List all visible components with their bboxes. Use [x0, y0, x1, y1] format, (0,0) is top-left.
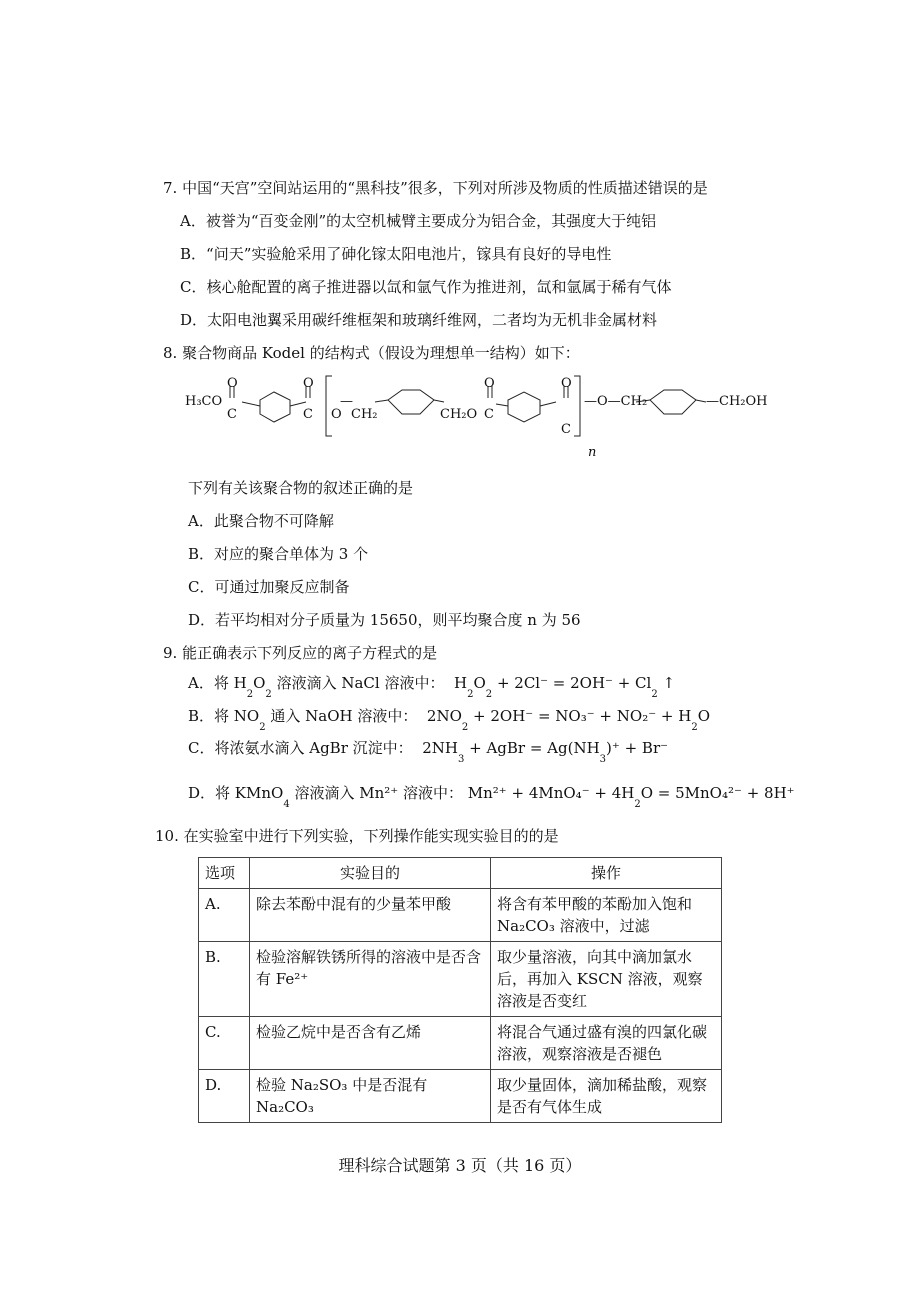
q9-d-prefix: D．将 KMnO: [188, 784, 284, 802]
q10-stem: 10. 在实验室中进行下列实验，下列操作能实现实验目的的是: [155, 827, 559, 845]
cyclohexane-ring-1: [388, 390, 434, 414]
struct-o-ch2: —O—CH₂: [584, 394, 648, 409]
q9-option-c: [188, 738, 669, 765]
q9-b-sub-2a: 2: [259, 722, 266, 733]
q8-option-d: D．若平均相对分子质量为 15650，则平均聚合度 n 为 56: [188, 611, 581, 629]
q9-c-eq2: + AgBr = Ag(NH: [469, 739, 600, 757]
q9-a-mid: 溶液滴入 NaCl 溶液中：: [276, 674, 445, 692]
q9-option-d: [188, 783, 795, 810]
cyclohexane-ring-2: [650, 390, 696, 414]
q8-option-a: A．此聚合物不可降解: [188, 512, 334, 530]
row-d-operation: 取少量固体，滴加稀盐酸，观察是否有气体生成: [491, 1070, 722, 1123]
header-option: 选项: [199, 858, 250, 889]
struct-ch2o: CH₂O: [440, 407, 478, 422]
q9-c-prefix: C．将浓氨水滴入 AgBr 沉淀中：: [188, 739, 413, 757]
table-header-row: [199, 858, 722, 889]
row-d-goal: 检验 Na₂SO₃ 中是否混有 Na₂CO₃: [250, 1070, 491, 1123]
row-a-option: A.: [199, 889, 250, 942]
row-b-goal: 检验溶解铁锈所得的溶液中是否含有 Fe²⁺: [250, 942, 491, 1017]
row-b-operation: 取少量溶液，向其中滴加氯水后，再加入 KSCN 溶液，观察溶液是否变红: [491, 942, 722, 1017]
struct-c-1: C: [227, 407, 237, 422]
q9-option-b: [188, 706, 710, 733]
header-goal: 实验目的: [250, 858, 491, 889]
q9-b-sub-2b: 2: [461, 722, 469, 733]
q9-b-sub-2c: 2: [691, 722, 698, 733]
q9-option-a: [188, 673, 676, 700]
q9-a-sub-2a: 2: [246, 689, 254, 700]
struct-h3co: H₃CO: [185, 394, 223, 409]
q9-d-sub-4: 4: [283, 799, 290, 810]
q8-stem: 8. 聚合物商品 Kodel 的结构式（假设为理想单一结构）如下：: [163, 344, 580, 362]
row-a-operation: 将含有苯甲酸的苯酚加入饱和 Na₂CO₃ 溶液中，过滤: [491, 889, 722, 942]
q9-b-eq1: 2NO: [426, 707, 462, 725]
q9-d-sub-2: 2: [634, 799, 641, 810]
q9-c-eq1: 2NH: [422, 739, 458, 757]
q9-c-sub-3b: 3: [599, 754, 607, 765]
table-row: [199, 1017, 722, 1070]
experiment-table: [198, 857, 722, 1123]
repeat-unit-left-bracket: [326, 376, 332, 436]
q7-option-a: A．被誉为“百变金刚”的太空机械臂主要成分为铝合金，其强度大于纯铝: [180, 212, 657, 230]
q7-stem: 7. 中国“天宫”空间站运用的“黑科技”很多，下列对所涉及物质的性质描述错误的是: [163, 179, 708, 197]
table-row: [199, 889, 722, 942]
struct-dash: —: [340, 394, 353, 409]
q8-option-c: C．可通过加聚反应制备: [188, 578, 350, 596]
struct-c-3: C: [484, 407, 494, 422]
q8-option-b: B．对应的聚合单体为 3 个: [188, 545, 369, 563]
q9-a-o: O: [253, 674, 266, 692]
q7-option-c: C．核心舱配置的离子推进器以氙和氩气作为推进剂，氙和氩属于稀有气体: [180, 278, 672, 296]
struct-c-2: C: [303, 407, 313, 422]
header-operation: 操作: [491, 858, 722, 889]
row-a-goal: 除去苯酚中混有的少量苯甲酸: [250, 889, 491, 942]
q9-a-h2: H: [454, 674, 468, 692]
q9-a-sub-2b: 2: [265, 689, 272, 700]
q9-b-prefix: B．将 NO: [188, 707, 260, 725]
q9-b-eq2: + 2OH⁻ = NO₃⁻ + NO₂⁻ + H: [473, 707, 692, 725]
kodel-structure-diagram: [180, 370, 780, 460]
q9-b-mid: 通入 NaOH 溶液中：: [270, 707, 418, 725]
q9-d-eq2: O = 5MnO₄²⁻ + 8H⁺: [640, 784, 795, 802]
row-c-goal: 检验乙烷中是否含有乙烯: [250, 1017, 491, 1070]
q9-a-prefix: A．将: [188, 674, 229, 692]
row-d-option: D.: [199, 1070, 250, 1123]
struct-o-1: O: [227, 376, 238, 391]
benzene-ring-1: [260, 392, 290, 422]
table-row: [199, 942, 722, 1017]
q9-a-sub-2e: 2: [651, 689, 658, 700]
q7-option-d: D．太阳电池翼采用碳纤维框架和玻璃纤维网，二者均为无机非金属材料: [180, 311, 658, 329]
row-c-option: C.: [199, 1017, 250, 1070]
struct-ch2oh: —CH₂OH: [706, 394, 768, 409]
q9-d-eq1: Mn²⁺ + 4MnO₄⁻ + 4H: [467, 784, 635, 802]
q9-a-eq: + 2Cl⁻ = 2OH⁻ + Cl: [496, 674, 652, 692]
q7-option-b: B．“问天”实验舱采用了砷化镓太阳电池片，镓具有良好的导电性: [180, 245, 612, 263]
q9-a-sub-2c: 2: [467, 689, 474, 700]
q9-c-sub-3: 3: [457, 754, 465, 765]
q9-a-o2: O: [473, 674, 486, 692]
struct-o-2: O: [303, 376, 314, 391]
struct-c-4: C: [561, 422, 571, 437]
q9-a-sub-2d: 2: [485, 689, 493, 700]
q9-c-eq3: )⁺ + Br⁻: [606, 739, 669, 757]
benzene-ring-2: [508, 392, 540, 422]
q9-stem: 9. 能正确表示下列反应的离子方程式的是: [163, 644, 438, 662]
page-footer: 理科综合试题第 3 页（共 16 页）: [338, 1156, 582, 1175]
struct-n: n: [588, 445, 597, 460]
struct-ch2: CH₂: [351, 407, 378, 422]
repeat-unit-right-bracket: [574, 376, 580, 436]
q9-d-mid: 溶液滴入 Mn²⁺ 溶液中：: [294, 784, 463, 802]
struct-o-3: O: [331, 407, 342, 422]
row-b-option: B.: [199, 942, 250, 1017]
up-arrow-icon: ↑: [662, 674, 676, 692]
struct-o-4: O: [484, 376, 495, 391]
q9-b-eq3: O: [697, 707, 710, 725]
row-c-operation: 将混合气通过盛有溴的四氯化碳溶液，观察溶液是否褪色: [491, 1017, 722, 1070]
table-row: [199, 1070, 722, 1123]
struct-o-5: O: [561, 376, 572, 391]
q8-sub-stem: 下列有关该聚合物的叙述正确的是: [188, 479, 414, 497]
q9-a-h: H: [233, 674, 247, 692]
